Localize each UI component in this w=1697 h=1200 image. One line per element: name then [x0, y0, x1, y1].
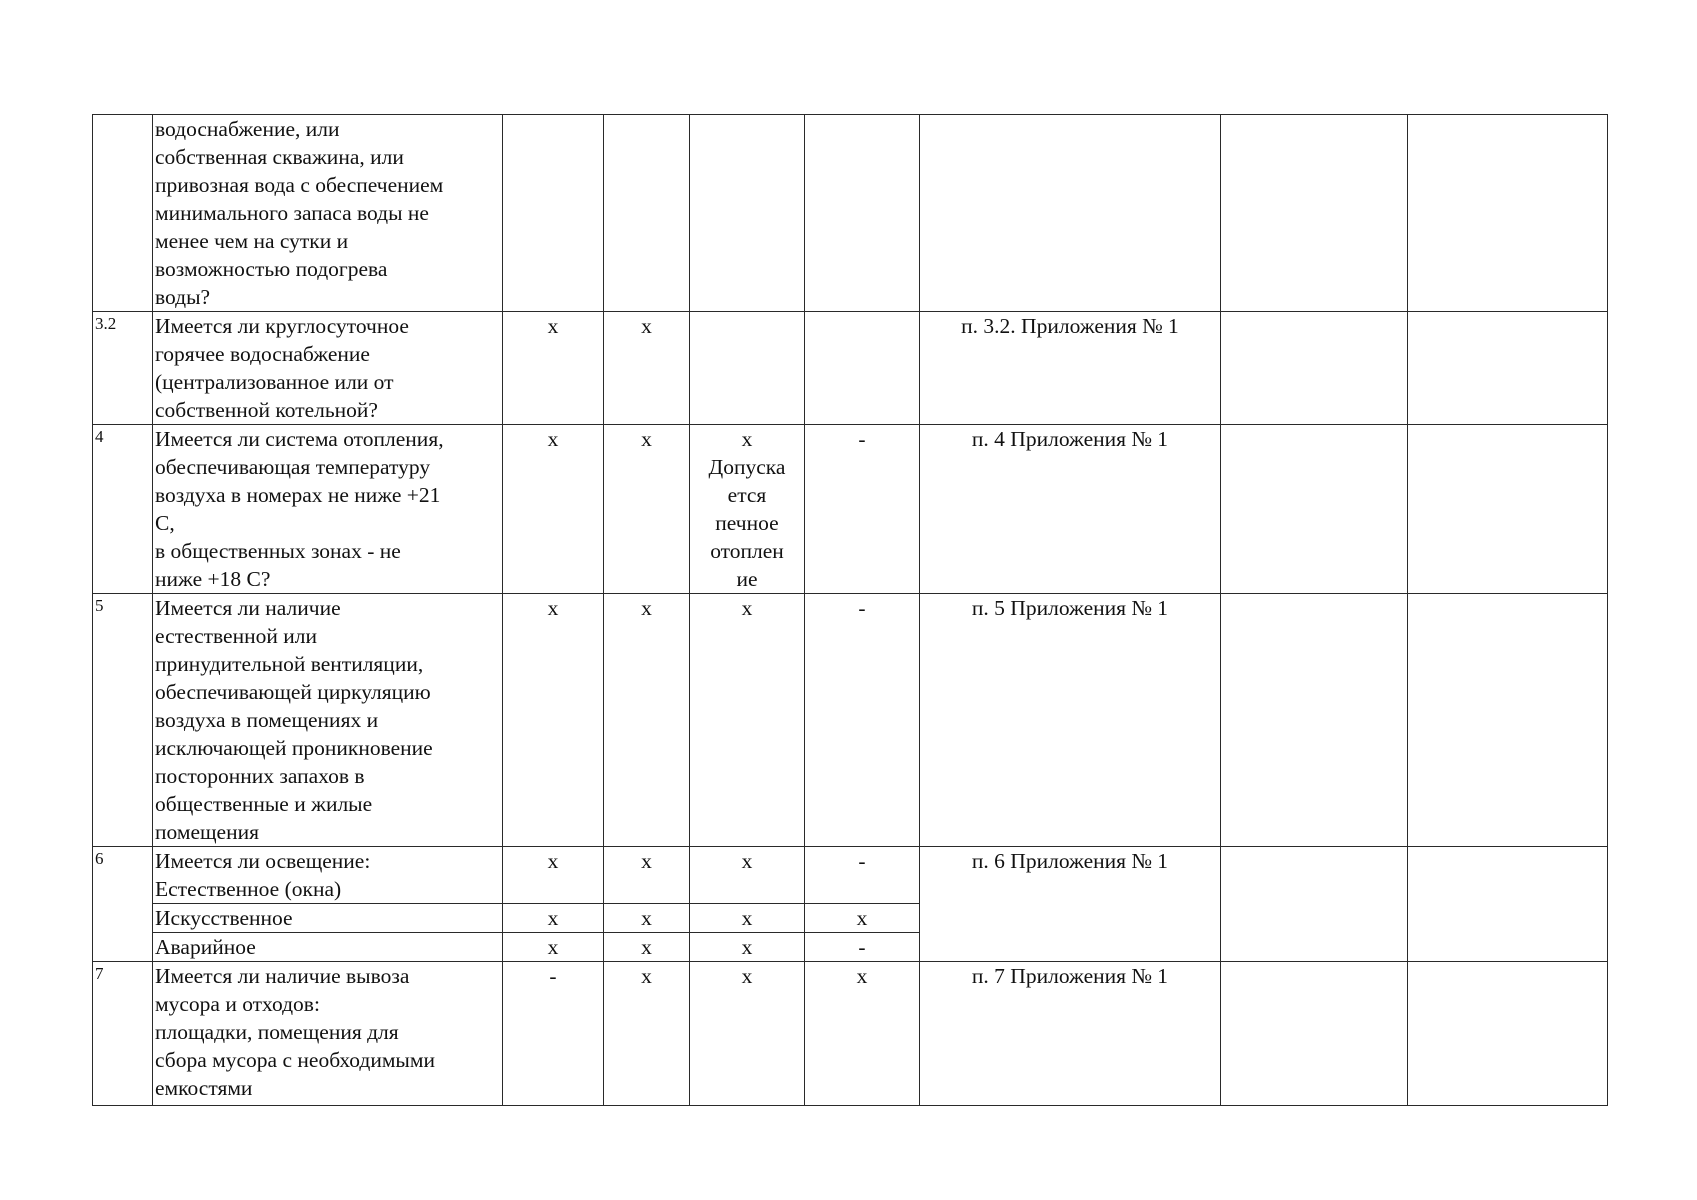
empty-cell: [1408, 312, 1608, 425]
question-text: Имеется ли наличие естественной или принудительной вентиляции, обеспечивающей циркуляцию воздуха в помещениях и исключающей проникновение посторонних запахов в общественные и жилые помещения: [153, 594, 503, 847]
mark-cell: [805, 312, 920, 425]
mark-cell: -: [805, 847, 920, 904]
row-number: 4: [93, 425, 153, 594]
empty-cell: [1408, 594, 1608, 847]
question-text: Аварийное: [153, 933, 503, 962]
mark-cell: х: [503, 847, 604, 904]
row-number: 7: [93, 962, 153, 1106]
mark-cell: х: [805, 962, 920, 1106]
mark-cell: [690, 115, 805, 312]
mark-cell: [690, 312, 805, 425]
empty-cell: [1221, 962, 1408, 1106]
empty-cell: [1408, 962, 1608, 1106]
reference-cell: [920, 115, 1221, 312]
reference-cell: п. 6 Приложения № 1: [920, 847, 1221, 962]
question-text: Имеется ли наличие вывоза мусора и отходов: площадки, помещения для сбора мусора с необходимыми емкостями: [153, 962, 503, 1106]
mark-cell: х: [690, 933, 805, 962]
mark-cell: х: [690, 962, 805, 1106]
mark-cell: -: [503, 962, 604, 1106]
empty-cell: [1221, 594, 1408, 847]
row-number: 6: [93, 847, 153, 962]
table-row: [93, 312, 1608, 425]
empty-cell: [1221, 312, 1408, 425]
mark-cell: х: [604, 425, 690, 594]
mark-cell: х: [604, 312, 690, 425]
row-number: 5: [93, 594, 153, 847]
mark-cell: -: [805, 933, 920, 962]
table-row: [93, 115, 1608, 312]
mark-cell: х: [503, 904, 604, 933]
row-number: 3.2: [93, 312, 153, 425]
table-row: [93, 962, 1608, 1106]
empty-cell: [1408, 425, 1608, 594]
table-row: [93, 594, 1608, 847]
reference-cell: п. 7 Приложения № 1: [920, 962, 1221, 1106]
empty-cell: [1221, 115, 1408, 312]
question-text: Имеется ли система отопления, обеспечивающая температуру воздуха в номерах не ниже +21 С, в общественных зонах - не ниже +18 С?: [153, 425, 503, 594]
checklist-table: [92, 114, 1608, 1106]
reference-cell: п. 4 Приложения № 1: [920, 425, 1221, 594]
mark-cell: [503, 115, 604, 312]
mark-cell: х: [805, 904, 920, 933]
question-text: Искусственное: [153, 904, 503, 933]
empty-cell: [1221, 425, 1408, 594]
table-row: [93, 847, 1608, 904]
empty-cell: [1408, 847, 1608, 962]
mark-cell: х: [604, 933, 690, 962]
mark-cell: х: [503, 594, 604, 847]
empty-cell: [1221, 847, 1408, 962]
reference-cell: п. 5 Приложения № 1: [920, 594, 1221, 847]
mark-cell: х: [503, 312, 604, 425]
reference-cell: п. 3.2. Приложения № 1: [920, 312, 1221, 425]
question-text: водоснабжение, или собственная скважина, или привозная вода с обеспечением минимального запаса воды не менее чем на сутки и возможностью подогрева воды?: [153, 115, 503, 312]
mark-cell: х: [604, 904, 690, 933]
mark-cell: х: [604, 594, 690, 847]
mark-cell: -: [805, 594, 920, 847]
mark-cell: х: [604, 847, 690, 904]
mark-cell: х Допуска ется печное отоплен ие: [690, 425, 805, 594]
mark-cell: [805, 115, 920, 312]
mark-cell: [604, 115, 690, 312]
mark-cell: х: [503, 425, 604, 594]
question-text: Имеется ли освещение: Естественное (окна): [153, 847, 503, 904]
mark-cell: х: [690, 904, 805, 933]
mark-cell: -: [805, 425, 920, 594]
mark-cell: х: [503, 933, 604, 962]
row-number: [93, 115, 153, 312]
mark-cell: х: [690, 847, 805, 904]
mark-cell: х: [690, 594, 805, 847]
mark-cell: х: [604, 962, 690, 1106]
table-row: [93, 425, 1608, 594]
question-text: Имеется ли круглосуточное горячее водоснабжение (централизованное или от собственной котельной?: [153, 312, 503, 425]
empty-cell: [1408, 115, 1608, 312]
